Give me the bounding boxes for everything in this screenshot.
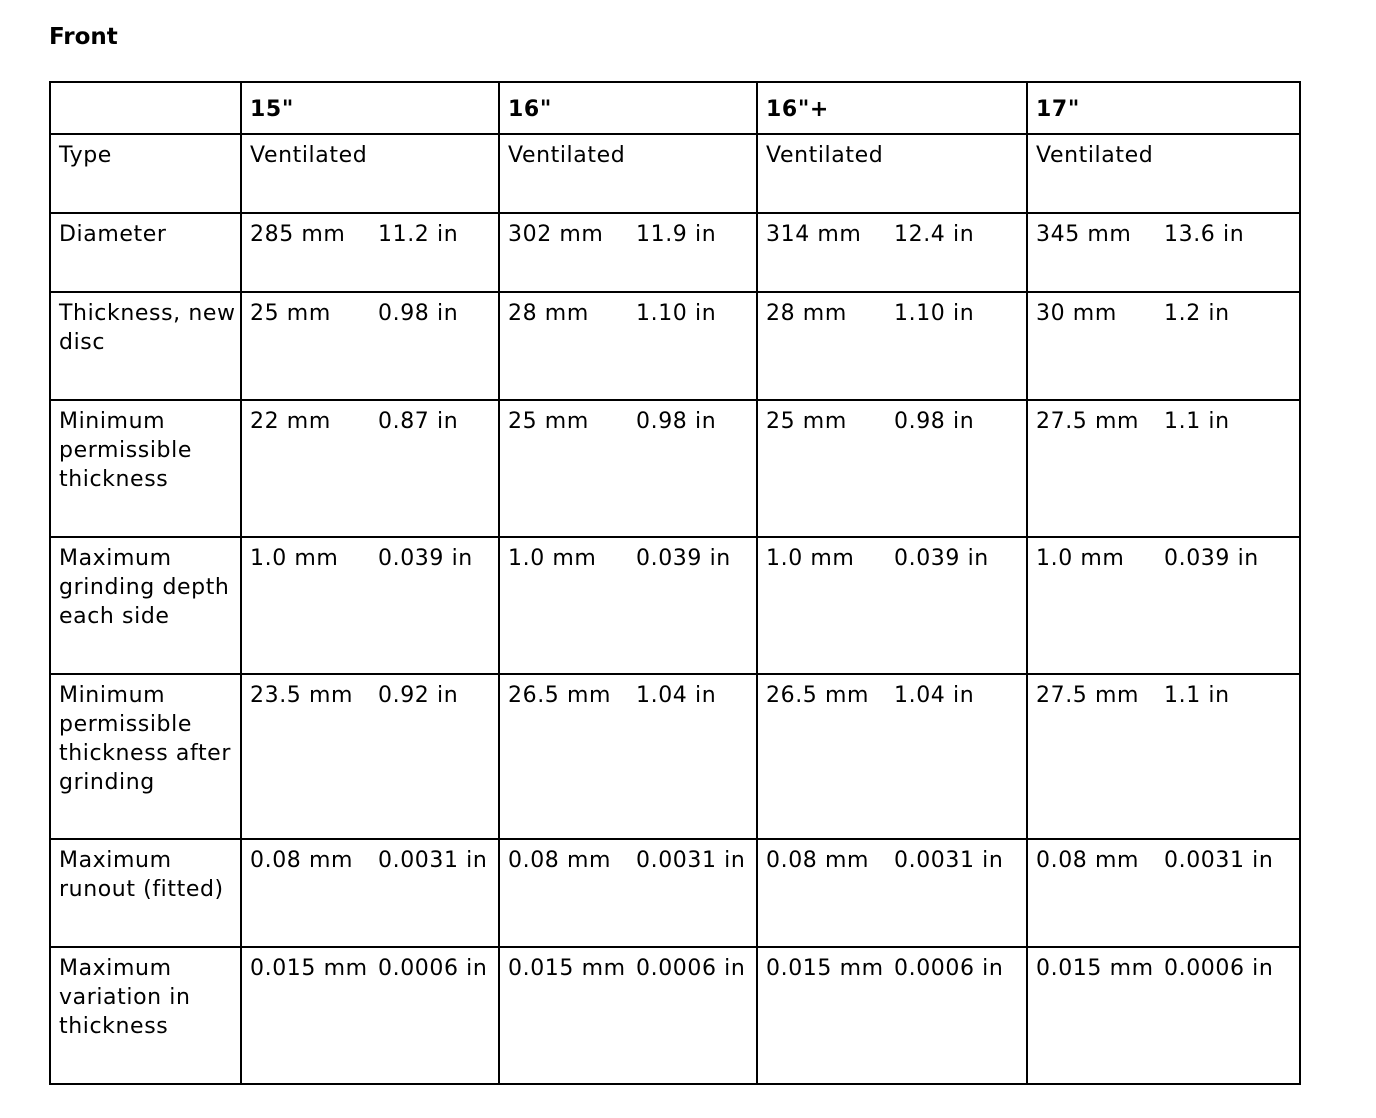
table-row-thickness-new [50,292,1300,400]
table-cell [757,213,1027,292]
value-in: 1.2 in [1164,301,1230,326]
value-in: 0.87 in [378,409,459,434]
value-mm: 285 mm [250,222,346,247]
column-header-17 [1027,82,1300,134]
row-label: Minimum permissible thickness after grinding [50,674,241,839]
value-mm: 25 mm [766,409,847,434]
table-cell [499,947,757,1084]
value-in: 11.2 in [378,222,459,247]
value-in: 0.0031 in [894,848,1004,873]
table-row-diameter [50,213,1300,292]
value-in: 0.0031 in [636,848,746,873]
value-mm: 0.08 mm [508,848,612,873]
table-cell [1027,947,1300,1084]
table-cell [499,400,757,537]
column-header-15 [241,82,499,134]
table-cell [241,213,499,292]
value-in: 0.0031 in [1164,848,1274,873]
column-header-16-plus [757,82,1027,134]
table-cell [757,537,1027,674]
table-row-max-grinding-depth [50,537,1300,674]
table-row-type [50,134,1300,213]
table-cell: Ventilated [499,134,757,213]
table-row-max-variation [50,947,1300,1084]
row-label: Diameter [50,213,241,292]
value-in: 0.92 in [378,683,459,708]
column-header-label: 16"+ [766,97,829,122]
value-mm: 26.5 mm [508,683,612,708]
value-mm: 1.0 mm [250,546,339,571]
value-mm: 345 mm [1036,222,1132,247]
value-in: 0.98 in [378,301,459,326]
row-label: Minimum permissible thickness [50,400,241,537]
table-cell: Ventilated [241,134,499,213]
table-cell [241,674,499,839]
value-in: 1.10 in [894,301,975,326]
value-mm: 314 mm [766,222,862,247]
table-cell [1027,839,1300,947]
value-in: 1.1 in [1164,409,1230,434]
column-header-16 [499,82,757,134]
table-cell [757,674,1027,839]
value-mm: 0.08 mm [1036,848,1140,873]
table-cell [757,292,1027,400]
row-label: Type [50,134,241,213]
value-mm: 1.0 mm [508,546,597,571]
table-row-min-thickness [50,400,1300,537]
table-cell [499,537,757,674]
value-in: 13.6 in [1164,222,1245,247]
table-cell [241,537,499,674]
value-in: 0.0006 in [894,956,1004,981]
value-in: 0.98 in [636,409,717,434]
table-cell [499,674,757,839]
table-row-max-runout [50,839,1300,947]
value-in: 1.04 in [894,683,975,708]
table-cell [1027,292,1300,400]
value-in: 11.9 in [636,222,717,247]
value-in: 0.039 in [894,546,989,571]
table-cell [241,292,499,400]
value-in: 0.98 in [894,409,975,434]
table-cell [1027,674,1300,839]
value-in: 0.0006 in [1164,956,1274,981]
column-header-label: 15" [250,97,294,122]
value-mm: 25 mm [508,409,589,434]
value-mm: 0.015 mm [250,956,368,981]
value-mm: 1.0 mm [766,546,855,571]
value-mm: 22 mm [250,409,331,434]
value-mm: 0.08 mm [250,848,354,873]
table-cell [1027,400,1300,537]
row-label: Thickness, new disc [50,292,241,400]
table-cell [499,292,757,400]
value-mm: 23.5 mm [250,683,354,708]
value-in: 0.0031 in [378,848,488,873]
value-mm: 0.015 mm [766,956,884,981]
value-mm: 1.0 mm [1036,546,1125,571]
table-cell [241,947,499,1084]
brake-disc-spec-table [49,81,1301,1085]
value-in: 0.039 in [1164,546,1259,571]
table-cell: Ventilated [1027,134,1300,213]
value-in: 0.0006 in [636,956,746,981]
value-in: 1.1 in [1164,683,1230,708]
table-cell [241,400,499,537]
value-mm: 27.5 mm [1036,683,1140,708]
value-in: 0.039 in [636,546,731,571]
column-header-label: 17" [1036,97,1080,122]
value-in: 1.10 in [636,301,717,326]
table-cell [1027,213,1300,292]
value-in: 12.4 in [894,222,975,247]
header-row [50,82,1300,134]
table-cell [1027,537,1300,674]
table-row-min-thickness-after-grinding [50,674,1300,839]
value-mm: 28 mm [766,301,847,326]
table-cell [499,213,757,292]
value-mm: 28 mm [508,301,589,326]
row-label: Maximum variation in thickness [50,947,241,1084]
table-cell [241,839,499,947]
header-corner-cell [50,82,241,134]
row-label: Maximum runout (fitted) [50,839,241,947]
value-mm: 0.015 mm [508,956,626,981]
value-mm: 25 mm [250,301,331,326]
value-mm: 302 mm [508,222,604,247]
table-cell [757,839,1027,947]
table-cell [499,839,757,947]
value-in: 0.0006 in [378,956,488,981]
table-cell [757,400,1027,537]
value-in: 1.04 in [636,683,717,708]
value-mm: 27.5 mm [1036,409,1140,434]
table-cell: Ventilated [757,134,1027,213]
page-heading: Front [49,24,118,50]
column-header-label: 16" [508,97,552,122]
row-label: Maximum grinding depth each side [50,537,241,674]
value-in: 0.039 in [378,546,473,571]
table-cell [757,947,1027,1084]
value-mm: 0.015 mm [1036,956,1154,981]
value-mm: 30 mm [1036,301,1117,326]
value-mm: 0.08 mm [766,848,870,873]
value-mm: 26.5 mm [766,683,870,708]
